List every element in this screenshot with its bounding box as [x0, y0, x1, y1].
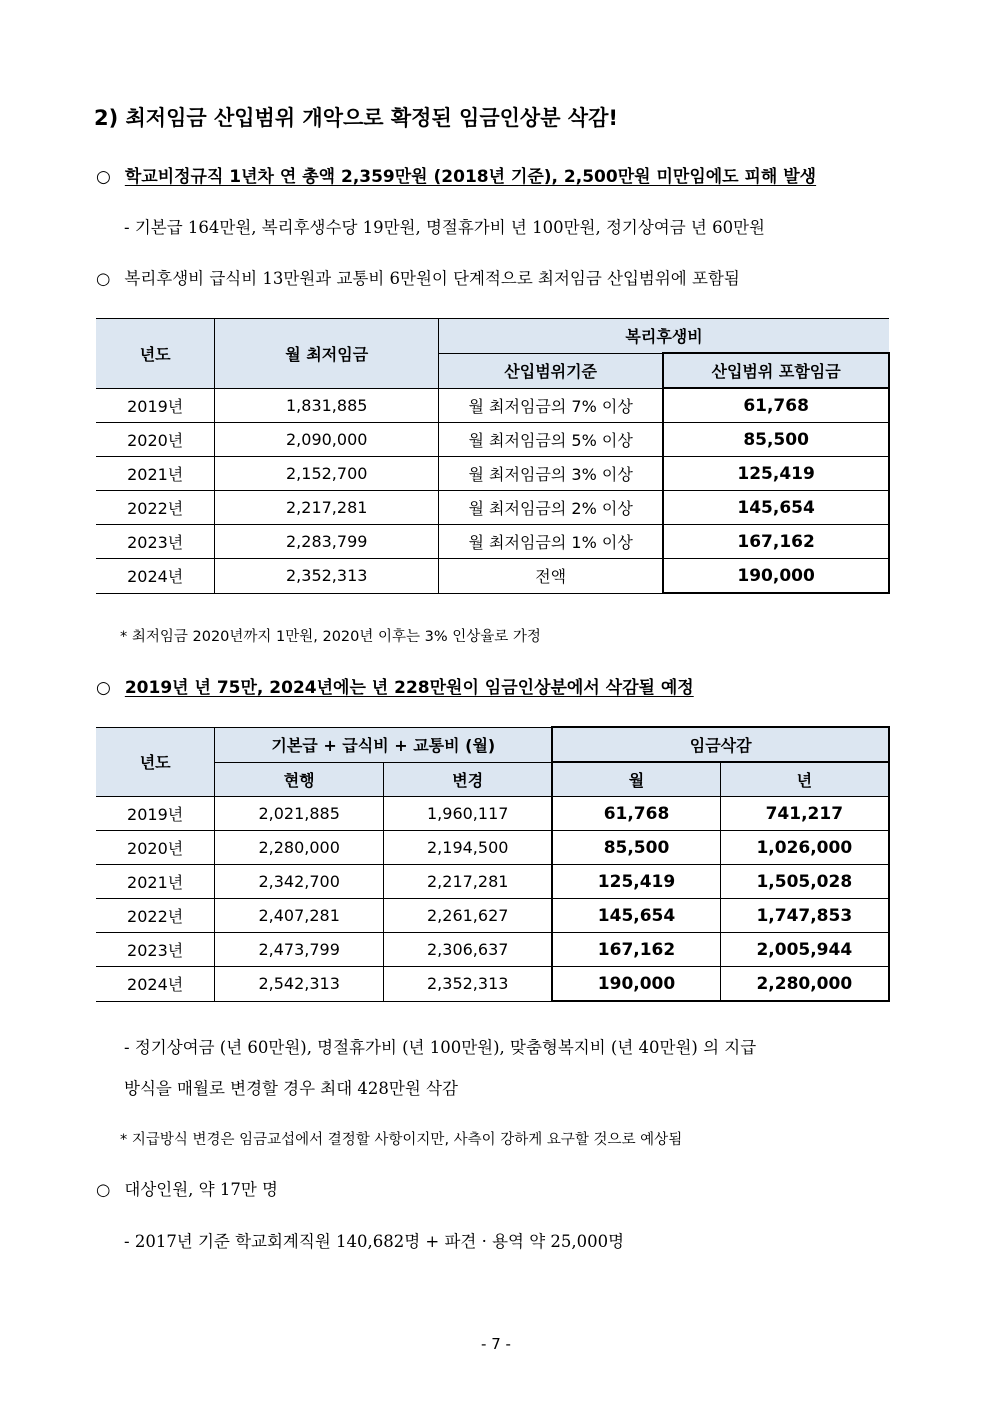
table-row [96, 423, 889, 457]
table-row [96, 491, 889, 525]
header-welfare: 복리후생비 [439, 319, 889, 354]
cell-current: 2,342,700 [215, 865, 384, 899]
min-wage-table [96, 318, 890, 594]
wage-cut-table [96, 726, 890, 1002]
cell-month-cut: 61,768 [552, 797, 720, 831]
sub-payment-change-line2: 방식을 매월로 변경할 경우 최대 428만원 삭감 [124, 1079, 458, 1098]
bullet-circle-icon: ○ [96, 1180, 111, 1199]
cell-included: 125,419 [663, 457, 889, 491]
cell-year: 2024년 [96, 559, 215, 594]
page-number: - 7 - [481, 1335, 511, 1353]
header-criteria: 산입범위기준 [439, 353, 664, 388]
table-row [96, 559, 889, 594]
table-row [96, 797, 889, 831]
bullet-target-count [96, 1176, 278, 1200]
cell-current: 2,542,313 [215, 967, 384, 1002]
cell-changed: 1,960,117 [384, 797, 553, 831]
cell-min-wage: 2,217,281 [215, 491, 439, 525]
cell-month-cut: 145,654 [552, 899, 720, 933]
cell-changed: 2,217,281 [384, 865, 553, 899]
cell-year: 2020년 [96, 423, 215, 457]
cell-yearly-cut: 1,026,000 [720, 831, 889, 865]
cell-criteria: 월 최저임금의 2% 이상 [439, 491, 664, 525]
cell-yearly-cut: 1,505,028 [720, 865, 889, 899]
bullet-circle-icon: ○ [96, 269, 111, 288]
cell-included: 167,162 [663, 525, 889, 559]
cell-current: 2,280,000 [215, 831, 384, 865]
cell-year: 2023년 [96, 525, 215, 559]
bullet-cut-forecast [96, 673, 694, 698]
header-yearly: 년 [720, 762, 889, 797]
note-payment-method: * 지급방식 변경은 임금교섭에서 결정할 사항이지만, 사측이 강하게 요구할 것으로 예상됨 [120, 1132, 683, 1148]
cell-criteria: 월 최저임금의 1% 이상 [439, 525, 664, 559]
table-row [96, 865, 889, 899]
cell-min-wage: 2,152,700 [215, 457, 439, 491]
cell-changed: 2,352,313 [384, 967, 553, 1002]
cell-min-wage: 1,831,885 [215, 388, 439, 423]
cell-year: 2024년 [96, 967, 215, 1002]
sub-payment-change-line1: - 정기상여금 (년 60만원), 명절휴가비 (년 100만원), 맞춤형복지비 (년 40만원) 의 지급 [124, 1038, 757, 1057]
cell-included: 145,654 [663, 491, 889, 525]
table-row [96, 899, 889, 933]
header-current: 현행 [215, 762, 384, 797]
bullet-text: 복리후생비 급식비 13만원과 교통비 6만원이 단계적으로 최저임금 산입범위에 포함됨 [124, 269, 740, 288]
table-row [96, 388, 889, 423]
header-wage-cut: 임금삭감 [552, 727, 889, 762]
cell-month-cut: 167,162 [552, 933, 720, 967]
sub-target-breakdown: - 2017년 기준 학교회계직원 140,682명 + 파견 · 용역 약 25,000명 [124, 1232, 625, 1251]
header-min-wage: 월 최저임금 [215, 319, 439, 389]
cell-included: 190,000 [663, 559, 889, 594]
header-changed: 변경 [384, 762, 553, 797]
cell-year: 2022년 [96, 899, 215, 933]
bullet-welfare-inclusion [96, 265, 740, 289]
cell-year: 2022년 [96, 491, 215, 525]
cell-criteria: 월 최저임금의 7% 이상 [439, 388, 664, 423]
cell-year: 2021년 [96, 865, 215, 899]
bullet-text: 2019년 년 75만, 2024년에는 년 228만원이 임금인상분에서 삭감될 예정 [124, 678, 694, 698]
cell-month-cut: 190,000 [552, 967, 720, 1002]
cell-min-wage: 2,352,313 [215, 559, 439, 594]
cell-yearly-cut: 741,217 [720, 797, 889, 831]
cell-yearly-cut: 1,747,853 [720, 899, 889, 933]
table-row [96, 933, 889, 967]
cell-yearly-cut: 2,280,000 [720, 967, 889, 1002]
table-row [96, 967, 889, 1002]
header-year: 년도 [96, 319, 215, 389]
cell-year: 2019년 [96, 388, 215, 423]
header-included: 산입범위 포함임금 [663, 353, 889, 388]
bullet-text: 학교비정규직 1년차 연 총액 2,359만원 (2018년 기준), 2,500만원 미만임에도 피해 발생 [124, 167, 817, 187]
table-row [96, 525, 889, 559]
bullet-text: 대상인원, 약 17만 명 [124, 1180, 278, 1199]
cell-current: 2,407,281 [215, 899, 384, 933]
cell-year: 2023년 [96, 933, 215, 967]
cell-year: 2019년 [96, 797, 215, 831]
cell-month-cut: 125,419 [552, 865, 720, 899]
cell-criteria: 월 최저임금의 5% 이상 [439, 423, 664, 457]
bullet-salary-total [96, 162, 816, 187]
cell-year: 2021년 [96, 457, 215, 491]
cell-current: 2,021,885 [215, 797, 384, 831]
cell-included: 85,500 [663, 423, 889, 457]
cell-changed: 2,261,627 [384, 899, 553, 933]
cell-criteria: 전액 [439, 559, 664, 594]
cell-included: 61,768 [663, 388, 889, 423]
cell-yearly-cut: 2,005,944 [720, 933, 889, 967]
cell-changed: 2,306,637 [384, 933, 553, 967]
cell-month-cut: 85,500 [552, 831, 720, 865]
cell-min-wage: 2,090,000 [215, 423, 439, 457]
table-row [96, 457, 889, 491]
table-row [96, 831, 889, 865]
header-pay: 기본급 + 급식비 + 교통비 (월) [215, 727, 553, 762]
sub-salary-breakdown: - 기본급 164만원, 복리후생수당 19만원, 명절휴가비 년 100만원, 정기상여금 년 60만원 [124, 218, 765, 237]
cell-year: 2020년 [96, 831, 215, 865]
header-month: 월 [552, 762, 720, 797]
bullet-circle-icon: ○ [96, 678, 111, 698]
cell-criteria: 월 최저임금의 3% 이상 [439, 457, 664, 491]
header-year: 년도 [96, 727, 215, 797]
cell-changed: 2,194,500 [384, 831, 553, 865]
cell-min-wage: 2,283,799 [215, 525, 439, 559]
note-assumption: * 최저임금 2020년까지 1만원, 2020년 이후는 3% 인상율로 가정 [120, 629, 541, 645]
bullet-circle-icon: ○ [96, 167, 111, 187]
cell-current: 2,473,799 [215, 933, 384, 967]
section-heading: 2) 최저임금 산입범위 개악으로 확정된 임금인상분 삭감! [94, 106, 618, 130]
